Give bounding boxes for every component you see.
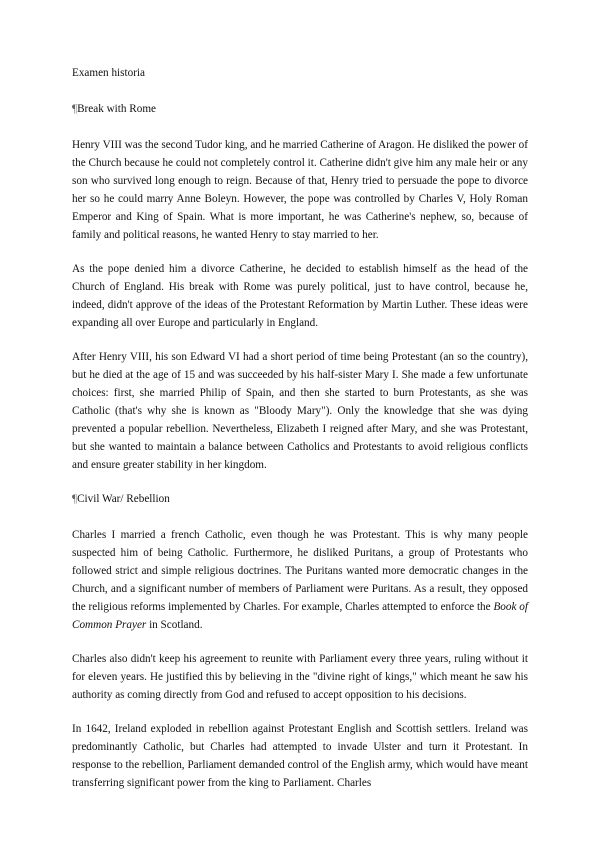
document-page	[72, 64, 528, 808]
pilcrow-mark: ¶	[72, 493, 78, 505]
paragraph-text: in Scotland.	[146, 619, 203, 631]
paragraph: In 1642, Ireland exploded in rebellion against Protestant English and Scottish settlers. Ireland was predominantly Catholic, but Charles had attempted to invade Ulster and turn it Protestant. In response to the rebellion, Parliament demanded control of the English army, which would have meant transferring significant power from the king to Parliament. Charles	[72, 723, 528, 789]
section-heading-break-with-rome	[72, 100, 528, 118]
document-title: Examen historia	[72, 67, 146, 79]
book-title-italic: Book of Common Prayer	[72, 601, 528, 631]
section-heading-civil-war	[72, 490, 528, 508]
paragraph-text: Charles I married a french Catholic, even though he was Protestant. This is why many people suspected him of being Catholic. Furthermore, he disliked Puritans, a group of Protestants who followed strict and simple religious doctrines. The Puritans wanted more democratic changes in the Church, and a significant number of members of Parliament were Puritans. As a result, they opposed the religious reforms implemented by Charles. For example, Charles attempted to enforce the	[72, 529, 528, 613]
paragraph: Henry VIII was the second Tudor king, and he married Catherine of Aragon. He disliked the power of the Church because he could not completely control it. Catherine didn't give him any male heir or any son who survived long enough to reign. Because of that, Henry tried to persuade the pope to divorce her so he could marry Anne Boleyn. However, the pope was controlled by Charles V, Holy Roman Emperor and King of Spain. What is more important, he was Catherine's nephew, so, because of family and political reasons, he wanted Henry to stay married to her.	[72, 139, 528, 241]
paragraph: After Henry VIII, his son Edward VI had a short period of time being Protestant (an so the country), but he died at the age of 15 and was succeeded by his half-sister Mary I. She made a few unfortunate choices: first, she married Philip of Spain, and then she started to burn Protestants, as she was Catholic (that's why she is known as "Bloody Mary"). Only the knowledge that she was dying prevented a popular rebellion. Nevertheless, Elizabeth I reigned after Mary, and she was Protestant, but she wanted to maintain a balance between Catholics and Protestants to avoid religious conflicts and ensure greater stability in her kingdom.	[72, 351, 528, 471]
pilcrow-mark: ¶	[72, 103, 78, 115]
paragraph	[72, 526, 528, 634]
paragraph: As the pope denied him a divorce Catherine, he decided to establish himself as the head of the Church of England. His break with Rome was purely political, just to have control, because he, indeed, didn't approve of the ideas of the Protestant Reformation by Martin Luther. These ideas were expanding all over Europe and particularly in England.	[72, 263, 528, 329]
paragraph: Charles also didn't keep his agreement to reunite with Parliament every three years, ruling without it for eleven years. He justified this by believing in the "divine right of kings," which meant he saw his authority as coming directly from God and refused to accept opposition to his decisions.	[72, 653, 528, 701]
section-heading-text: Break with Rome	[77, 103, 156, 115]
section-heading-text: Civil War/ Rebellion	[77, 493, 170, 505]
